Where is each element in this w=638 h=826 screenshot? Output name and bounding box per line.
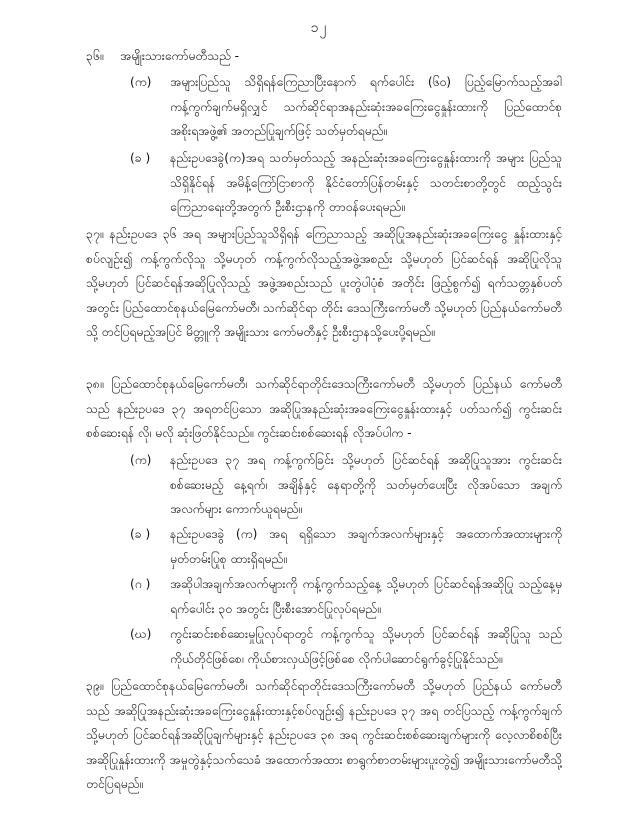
- page-number: ၁၂: [310, 20, 328, 36]
- section-text: အမျိုးသားကော်မတီသည် -: [120, 49, 240, 63]
- item-label: (ခ ): [130, 527, 151, 541]
- item-text: အဆိုပါအချက်အလက်များကို ကန့်ကွက်သည့်နေ့ သို့မဟုတ် ပြင်ဆင်ရန်အဆိုပြု သည့်နေ့မှ ရက်ပေါင်း ၃၀ အတွင်း ပြီးစီးအောင်ပြုလုပ်ရမည်။: [170, 577, 562, 616]
- item-text: အများပြည်သူ သိရှိရန်ကြေညာပြီးနောက် ရက်ပေါင်း (၆၀) ပြည့်မြောက်သည့်အခါ ကန့်ကွက်ချက်မရှိလျှင် သက်ဆိုင်ရာအနည်းဆုံးအခကြေးငွေနှုန်းထားကို ပြည်ထောင်စု အစိုးရအဖွဲ့၏ အတည်ပြုချက်ဖြင့် သတ်မှတ်ရမည်။: [170, 75, 562, 139]
- item-label: (ဂ ): [130, 577, 151, 591]
- section-text: ပြည်ထောင်စုနယ်မြေကော်မတီ၊ သက်ဆိုင်ရာတိုင်းဒေသကြီးကော်မတီ သို့မဟုတ် ပြည်နယ် ကော်မတီသည် အဆိုပြုအနည်းဆုံးအခကြေးငွေနှုန်းထားနှင့်စပ်လျဉ်း၍ နည်းဥပဒေ ၃၇ အရ တင်ပြသည့် ကန့်ကွက်ချက် သို့မဟုတ် ပြင်ဆင်ရန်အဆိုပြုချက်များနှင့် နည်းဥပဒေ ၃၈ အရ ကွင်းဆင်းစစ်ဆေးချက်များကို လေ့လာစိစစ်ပြီး အဆိုပြုနှုန်းထားကို အမှုတွဲနှင့်သက်သေခံ အထောက်အထား စာရွက်စာတမ်းများပူးတွဲ၍ အမျိုးသားကော်မတီသို့ တင်ပြရမည်။: [86, 679, 562, 792]
- item-label: (က): [130, 453, 152, 467]
- item-text: နည်းဥပဒေခွဲ (က) အရ ရရှိသော အချက်အလက်များနှင့် အထောက်အထားများကို မှတ်တမ်းပြုစု ထားရှိရမည်။: [170, 527, 562, 566]
- item-text: နည်းဥပဒေခွဲ(က)အရ သတ်မှတ်သည့် အနည်းဆုံးအခကြေးငွေနှုန်းထားကို အများ ပြည်သူသိရှိနိုင်ရန် အမိန့်ကြော်ငြာစာကို နိုင်ငံတော်ပြန်တမ်းနှင့် သတင်းစာတို့တွင် ထည့်သွင်းကြေညာရေးတို့အတွက် ဦးစီးဌာနကို တာဝန်ပေးရမည်။: [170, 151, 562, 215]
- item-label: (ခ ): [130, 151, 151, 165]
- section-number: ၃၉။: [86, 679, 104, 693]
- item-text: ကွင်းဆင်းစစ်ဆေးမှုပြုလုပ်ရာတွင် ကန့်ကွက်သူ သို့မဟုတ် ပြင်ဆင်ရန် အဆိုပြုသူ သည်ကိုယ်တိုင်ဖြစ်စေ၊ ကိုယ်စားလှယ်ဖြင့်ဖြစ်စေ လိုက်ပါဆောင်ရွက်ခွင့်ပြုနိုင်သည်။: [170, 627, 562, 666]
- section-number: ၃၈။: [86, 377, 104, 391]
- item-label: (က): [130, 75, 152, 89]
- section-number: ၃၆။: [86, 49, 104, 63]
- section-text: ပြည်ထောင်စုနယ်မြေကော်မတီ၊ သက်ဆိုင်ရာတိုင်းဒေသကြီးကော်မတီ သို့မဟုတ် ပြည်နယ် ကော်မတီသည် နည်းဥပဒေ ၃၇ အရတင်ပြသော အဆိုပြုအနည်းဆုံးအခကြေးငွေနှုန်းထားနှင့် ပတ်သက်၍ ကွင်းဆင်းစစ်ဆေးရန် လို၊ မလို ဆုံးဖြတ်နိုင်သည်။ ကွင်းဆင်းစစ်ဆေးရန် လိုအပ်ပါက -: [86, 377, 562, 441]
- item-label: (ဃ): [130, 627, 152, 641]
- section-number: ၃၇။: [86, 227, 104, 241]
- item-text: နည်းဥပဒေ ၃၇ အရ ကန့်ကွက်ခြင်း သို့မဟုတ် ပြင်ဆင်ရန် အဆိုပြုသူအား ကွင်းဆင်း စစ်ဆေးမည့် နေ့ရက်၊ အချိန်နှင့် နေရာတို့ကို သတ်မှတ်ပေးပြီး လိုအပ်သော အချက် အလက်များ ကောက်ယူရမည်။: [170, 453, 562, 517]
- section-text: နည်းဥပဒေ ၃၆ အရ အများပြည်သူသိရှိရန် ကြေညာသည့် အဆိုပြုအနည်းဆုံးအခကြေးငွေ နှုန်းထားနှင့်စပ်လျဉ်း၍ ကန့်ကွက်လိုသူ သို့မဟုတ် ကန့်ကွက်လိုသည့်အဖွဲ့အစည်း သို့မဟုတ် ပြင်ဆင်ရန် အဆိုပြုလိုသူ သို့မဟုတ် ပြင်ဆင်ရန်အဆိုပြုလိုသည့် အဖွဲ့အစည်းသည် ပူးတွဲပါပုံစံ အတိုင်း ဖြည့်စွက်၍ ရက်သတ္တနှစ်ပတ်အတွင်း ပြည်ထောင်စုနယ်မြေကော်မတီ၊ သက်ဆိုင်ရာ တိုင်း ဒေသကြီးကော်မတီ သို့မဟုတ် ပြည်နယ်ကော်မတီသို့ တင်ပြရမည့်အပြင် မိတ္တူကို အမျိုးသား ကော်မတီနှင့် ဦးစီးဌာနသို့ပေးပို့ရမည်။: [86, 227, 562, 340]
